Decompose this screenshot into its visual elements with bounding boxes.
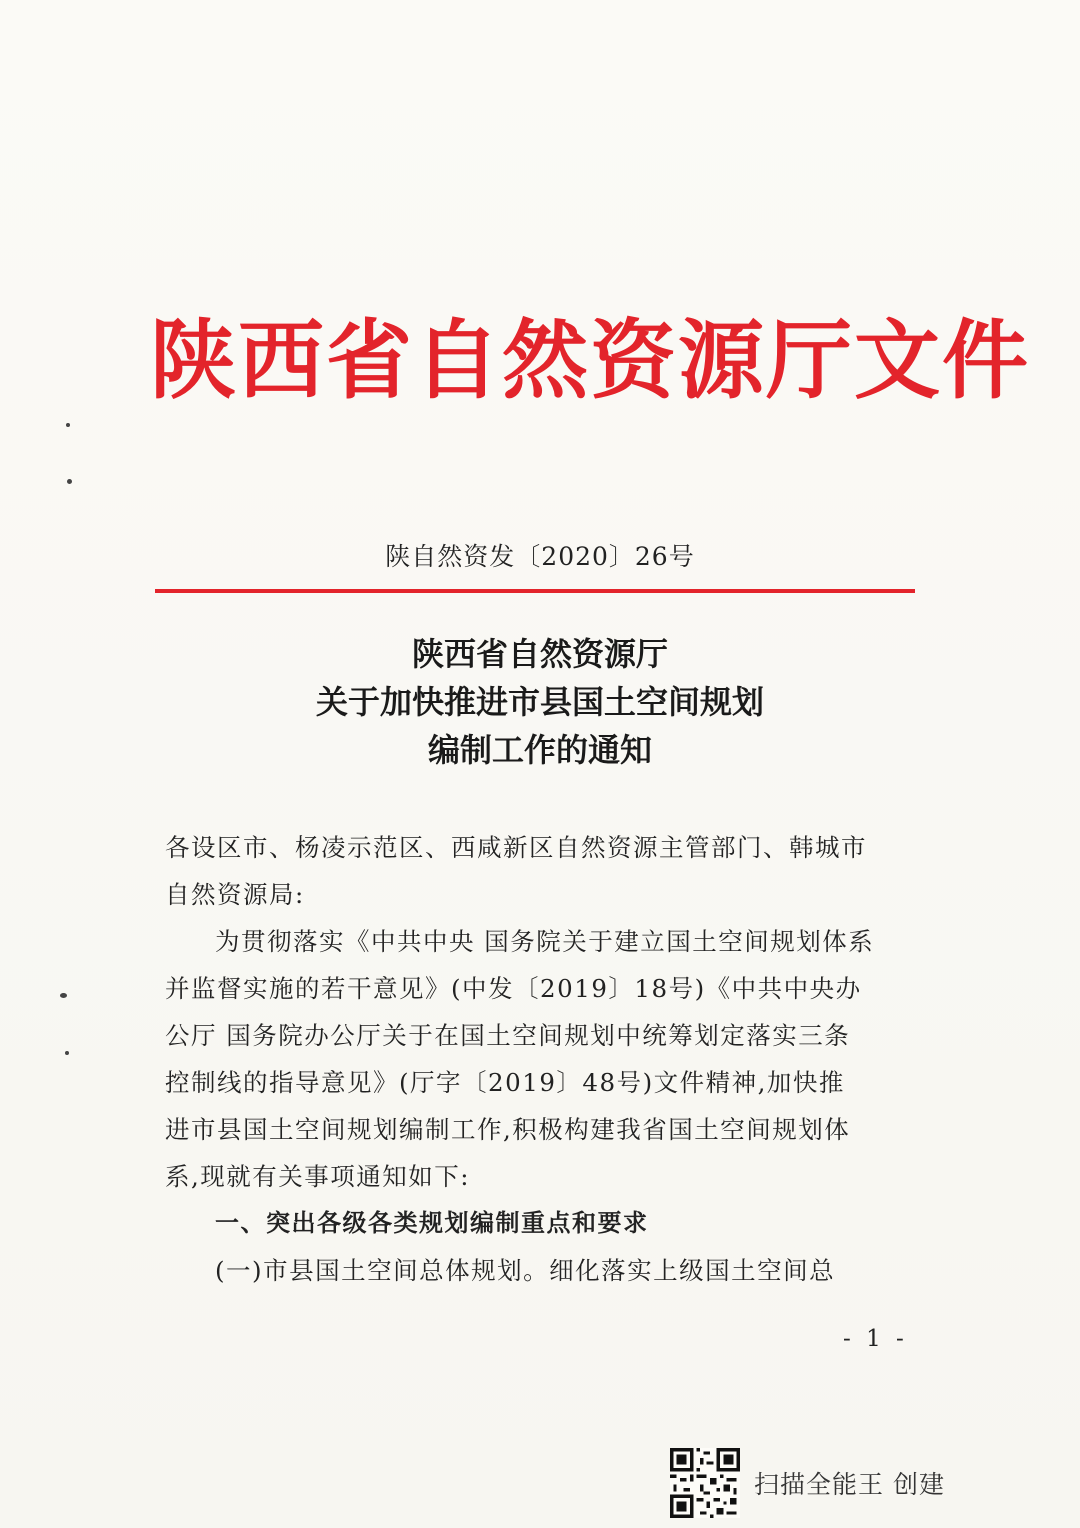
title-line: 陕西省自然资源厅	[411, 635, 668, 673]
qr-code-icon	[670, 1448, 740, 1518]
notice-title	[0, 630, 1080, 774]
paragraph-line: 为贯彻落实《中共中央 国务院关于建立国土空间规划体系	[215, 927, 875, 956]
scan-speck	[67, 479, 72, 484]
paragraph-line: 进市县国土空间规划编制工作,积极构建我省国土空间规划体	[165, 1115, 851, 1144]
page-number: - 1 -	[843, 1326, 908, 1352]
scanner-label: 扫描全能王 创建	[754, 1470, 945, 1499]
paragraph-line: 并监督实施的若干意见》(中发〔2019〕18号)《中共中央办	[165, 974, 862, 1003]
section-heading: 一、突出各级各类规划编制重点和要求	[215, 1209, 649, 1237]
recipients-line: 各设区市、杨凌示范区、西咸新区自然资源主管部门、韩城市	[165, 833, 867, 862]
red-divider-line	[155, 589, 915, 593]
scan-speck	[66, 423, 70, 427]
scan-speck	[60, 993, 67, 998]
body-text	[165, 824, 915, 1294]
subsection-line: (一)市县国土空间总体规划。细化落实上级国土空间总	[215, 1256, 836, 1285]
paragraph-line: 控制线的指导意见》(厅字〔2019〕48号)文件精神,加快推	[165, 1068, 845, 1097]
paragraph-line: 公厅 国务院办公厅关于在国土空间规划中统筹划定落实三条	[165, 1021, 851, 1050]
paragraph-line: 系,现就有关事项通知如下:	[165, 1162, 471, 1191]
scan-speck	[65, 1051, 69, 1055]
title-line: 关于加快推进市县国土空间规划	[315, 683, 764, 721]
issuer-header: 陕西省自然资源厅文件	[150, 310, 1030, 411]
title-line: 编制工作的通知	[427, 731, 652, 769]
document-number: 陕自然资发〔2020〕26号	[385, 542, 695, 571]
recipients-line: 自然资源局:	[165, 880, 305, 909]
scanner-watermark	[670, 1447, 945, 1519]
